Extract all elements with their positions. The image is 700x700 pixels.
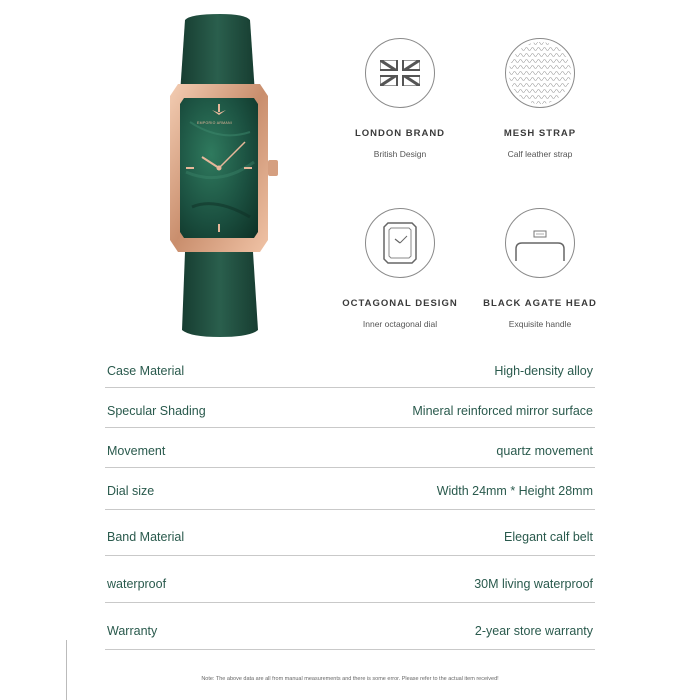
spec-label: waterproof xyxy=(107,577,167,591)
union-flag-icon xyxy=(380,60,420,86)
watch-illustration xyxy=(150,12,300,342)
spec-row-movement xyxy=(105,436,595,468)
spec-value: High-density alloy xyxy=(494,364,593,378)
feature-subtitle: Exquisite handle xyxy=(508,319,572,329)
spec-row-specular-shading xyxy=(105,396,595,428)
watch-head-icon xyxy=(512,223,568,263)
feature-icon-circle xyxy=(505,208,575,278)
spec-value: Elegant calf belt xyxy=(504,530,593,544)
feature-icon-circle xyxy=(365,38,435,108)
disclaimer-note: Note: The above data are all from manual measurements and there is some error. Please refer to the actual item received! xyxy=(201,676,499,682)
feature-title: BLACK AGATE HEAD xyxy=(483,298,597,309)
spec-value: Width 24mm * Height 28mm xyxy=(436,484,593,498)
feature-title: MESH STRAP xyxy=(503,128,577,139)
spec-label: Warranty xyxy=(107,624,158,638)
feature-london-brand xyxy=(330,38,470,159)
feature-icon-circle xyxy=(365,208,435,278)
mesh-pattern-icon xyxy=(507,40,573,106)
divider-line xyxy=(66,640,67,700)
spec-label: Specular Shading xyxy=(107,404,206,418)
spec-label: Dial size xyxy=(107,484,155,498)
spec-row-case-material xyxy=(105,356,595,388)
spec-label: Case Material xyxy=(107,364,185,378)
spec-row-warranty xyxy=(105,616,595,650)
spec-label: Movement xyxy=(107,444,166,458)
feature-title: LONDON BRAND xyxy=(354,128,446,139)
upper-strap xyxy=(180,14,255,94)
spec-value: 2-year store warranty xyxy=(474,624,593,638)
feature-grid xyxy=(330,30,610,330)
spec-value: quartz movement xyxy=(496,444,593,458)
watch-crown xyxy=(268,160,278,176)
spec-row-dial-size xyxy=(105,476,595,510)
feature-subtitle: Calf leather strap xyxy=(507,149,573,159)
feature-subtitle: British Design xyxy=(373,149,427,159)
spec-label: Band Material xyxy=(107,530,185,544)
feature-icon-circle xyxy=(505,38,575,108)
lower-strap xyxy=(182,252,258,337)
feature-mesh-strap xyxy=(470,38,610,159)
spec-row-band-material xyxy=(105,522,595,556)
watch-product-image xyxy=(150,12,300,342)
feature-title: OCTAGONAL DESIGN xyxy=(342,298,458,309)
spec-value: Mineral reinforced mirror surface xyxy=(412,404,593,418)
feature-octagonal-design xyxy=(330,208,470,329)
spec-value: 30M living waterproof xyxy=(474,577,593,591)
octagonal-dial-icon xyxy=(382,221,418,265)
spec-row-waterproof xyxy=(105,569,595,603)
feature-black-agate-head xyxy=(470,208,610,329)
watch-brand-text: EMPORIO ARMANI xyxy=(197,121,233,125)
feature-subtitle: Inner octagonal dial xyxy=(362,319,438,329)
